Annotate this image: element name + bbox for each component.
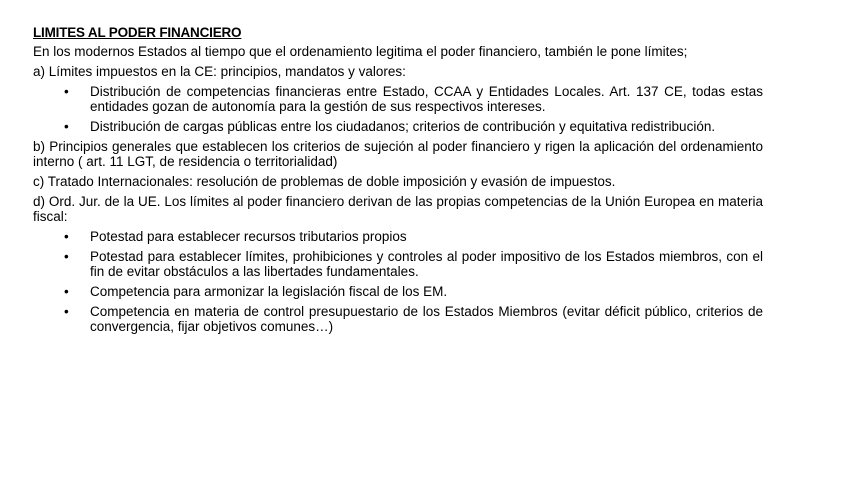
bullet-icon: •: [64, 284, 69, 299]
list-item-text: Competencia para armonizar la legislación fiscal de los EM.: [90, 284, 448, 299]
bullet-icon: •: [64, 84, 69, 99]
slide-content: [33, 25, 763, 339]
list-item: [33, 119, 763, 134]
list-item: [33, 284, 763, 299]
section-b-paragraph: b) Principios generales que establecen los criterios de sujeción al poder financiero y rigen la aplicación del ordenamiento interno ( art. 11 LGT, de residencia o territorialidad): [33, 139, 763, 169]
list-item-text: Potestad para establecer límites, prohibiciones y controles al poder impositivo de los Estados miembros, con el fin de evitar obstáculos a las libertades fundamentales.: [90, 249, 763, 279]
list-item: [33, 84, 763, 114]
section-a-list: [33, 84, 763, 134]
section-d-heading: d) Ord. Jur. de la UE. Los límites al poder financiero derivan de las propias competencias de la Unión Europea en materia fiscal:: [33, 194, 763, 224]
bullet-icon: •: [64, 229, 69, 244]
list-item: [33, 304, 763, 334]
bullet-icon: •: [64, 249, 69, 264]
list-item: [33, 249, 763, 279]
section-d-list: [33, 229, 763, 334]
bullet-icon: •: [64, 119, 69, 134]
list-item-text: Competencia en materia de control presupuestario de los Estados Miembros (evitar déficit público, criterios de convergencia, fijar objetivos comunes…): [90, 304, 763, 334]
list-item: [33, 229, 763, 244]
bullet-icon: •: [64, 304, 69, 319]
section-a-heading: a) Límites impuestos en la CE: principios, mandatos y valores:: [33, 64, 406, 79]
list-item-text: Potestad para establecer recursos tributarios propios: [90, 229, 407, 244]
list-item-text: Distribución de cargas públicas entre los ciudadanos; criterios de contribución y equitativa redistribución.: [90, 119, 716, 134]
slide-title: LIMITES AL PODER FINANCIERO: [33, 25, 242, 40]
section-c-paragraph: c) Tratado Internacionales: resolución de problemas de doble imposición y evasión de impuestos.: [33, 174, 616, 189]
intro-paragraph: En los modernos Estados al tiempo que el ordenamiento legitima el poder financiero, también le pone límites;: [33, 44, 688, 59]
list-item-text: Distribución de competencias financieras entre Estado, CCAA y Entidades Locales. Art. 137 CE, todas estas entidades gozan de autonomía para la gestión de sus respectivos intereses.: [90, 84, 763, 114]
